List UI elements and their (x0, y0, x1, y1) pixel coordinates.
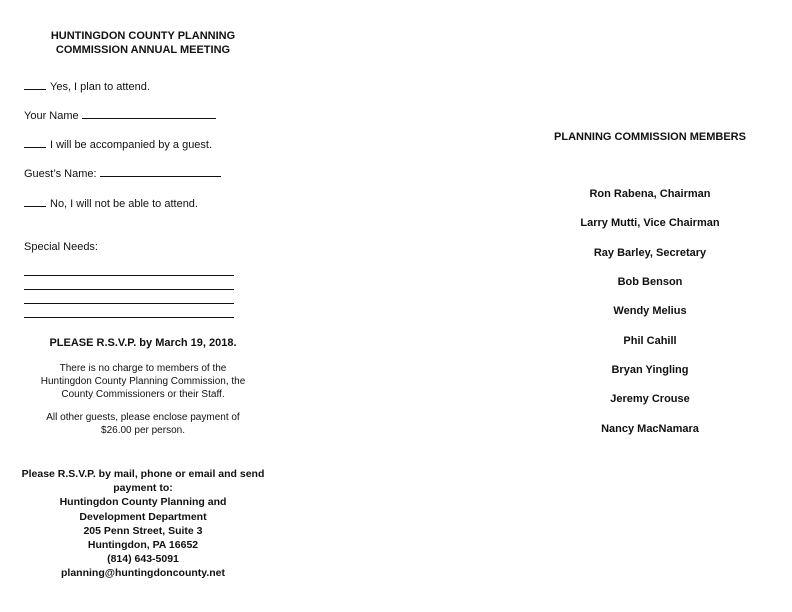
guest-name-label: Guest’s Name: (24, 168, 97, 180)
your-name-row (24, 108, 216, 123)
attend-no-blank[interactable] (24, 196, 46, 207)
attend-yes-blank[interactable] (24, 79, 46, 90)
member-item: Phil Cahill (623, 335, 677, 347)
guest-accompany-blank[interactable] (24, 137, 46, 148)
attend-yes-text: Yes, I plan to attend. (50, 81, 150, 93)
member-item: Bryan Yingling (611, 364, 689, 376)
rsvp-panel (0, 0, 290, 612)
member-item: Jeremy Crouse (610, 393, 690, 405)
your-name-label: Your Name (24, 110, 79, 122)
payment-note (28, 411, 258, 437)
guest-name-row (24, 166, 221, 181)
guest-accompany-row (24, 137, 212, 152)
no-charge-note (28, 362, 258, 401)
guest-name-field[interactable] (100, 166, 221, 177)
contact-phone: (814) 643-5091 (107, 553, 179, 566)
guest-accompany-text: I will be accompanied by a guest. (50, 139, 213, 151)
attend-no-row (24, 196, 198, 211)
special-needs-line-3[interactable] (24, 303, 234, 304)
members-panel (510, 0, 792, 612)
no-charge-line-3: County Commissioners or their Staff. (61, 389, 225, 400)
no-charge-line-2: Huntingdon County Planning Commission, the (40, 376, 246, 387)
contact-city: Huntingdon, PA 16652 (87, 539, 199, 552)
special-needs-line-1[interactable] (24, 275, 234, 276)
member-item: Nancy MacNamara (601, 423, 699, 435)
contact-org-line-2: Development Department (79, 510, 207, 523)
contact-street: 205 Penn Street, Suite 3 (83, 524, 203, 537)
special-needs-line-4[interactable] (24, 317, 234, 318)
member-item: Ray Barley, Secretary (593, 247, 707, 259)
member-item: Wendy Melius (613, 305, 687, 317)
contact-block (18, 467, 268, 581)
members-title: PLANNING COMMISSION MEMBERS (554, 131, 746, 143)
title-line-2: COMMISSION ANNUAL MEETING (55, 44, 231, 56)
member-item: Larry Mutti, Vice Chairman (580, 217, 720, 229)
your-name-field[interactable] (82, 108, 216, 119)
payment-line-1: All other guests, please enclose payment of (46, 412, 240, 423)
special-needs-line-2[interactable] (24, 289, 234, 290)
meeting-title (28, 29, 258, 57)
member-item: Ron Rabena, Chairman (589, 188, 711, 200)
title-line-1: HUNTINGDON COUNTY PLANNING (50, 30, 236, 42)
contact-line-1: Please R.S.V.P. by mail, phone or email and send (21, 468, 265, 480)
member-item: Bob Benson (617, 276, 683, 288)
contact-email[interactable]: planning@huntingdoncounty.net (60, 567, 225, 580)
no-charge-line-1: There is no charge to members of the (59, 363, 227, 374)
rsvp-deadline: PLEASE R.S.V.P. by March 19, 2018. (49, 337, 237, 349)
contact-line-2: payment to: (113, 482, 173, 495)
attend-yes-row (24, 79, 150, 94)
contact-org-line-1: Huntingdon County Planning and (59, 496, 227, 509)
payment-line-2: $26.00 per person. (101, 425, 185, 436)
special-needs-label: Special Needs: (24, 241, 98, 253)
attend-no-text: No, I will not be able to attend. (50, 198, 198, 210)
